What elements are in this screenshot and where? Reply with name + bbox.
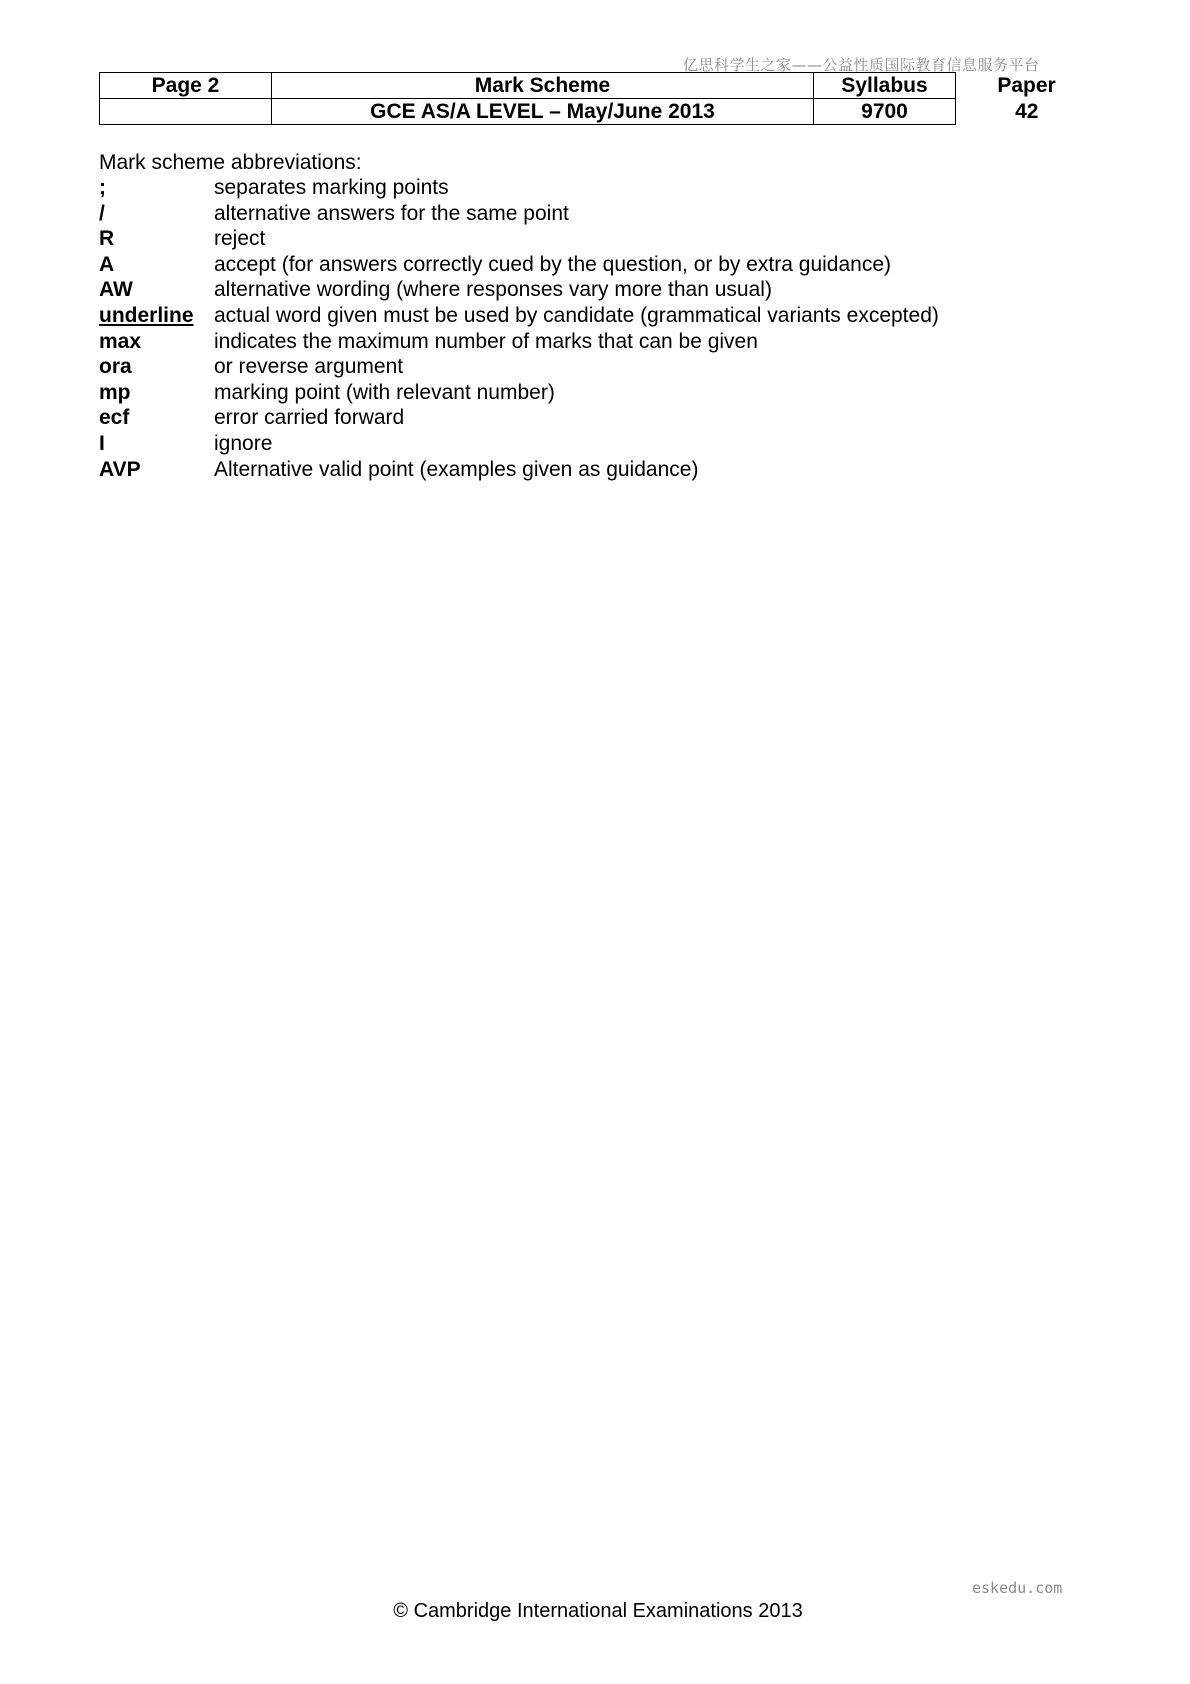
exam-session-cell: GCE AS/A LEVEL – May/June 2013	[272, 99, 814, 125]
copyright-text: © Cambridge International Examinations 2013	[393, 1600, 803, 1622]
abbreviation-meaning: alternative answers for the same point	[214, 201, 569, 225]
abbreviation-row	[99, 175, 939, 201]
abbreviation-term: /	[99, 201, 105, 225]
header-row-2	[100, 99, 1098, 125]
abbreviation-meaning: Alternative valid point (examples given as guidance)	[214, 457, 699, 481]
abbreviations-list	[99, 175, 939, 482]
watermark-bottom: eskedu.com	[972, 1579, 1063, 1597]
abbreviation-meaning: indicates the maximum number of marks that can be given	[214, 329, 758, 353]
abbreviation-meaning: alternative wording (where responses vary more than usual)	[214, 278, 772, 302]
abbreviation-term: ecf	[99, 406, 130, 430]
header-table	[99, 72, 1098, 125]
abbreviation-row	[99, 354, 939, 380]
abbreviation-meaning: accept (for answers correctly cued by the question, or by extra guidance)	[214, 252, 892, 276]
abbreviation-meaning: separates marking points	[214, 176, 449, 199]
paper-number-cell: 42	[1015, 99, 1039, 123]
syllabus-code-cell: 9700	[814, 99, 956, 125]
abbreviation-row	[99, 431, 939, 457]
watermark-top: 亿思科学生之家——公益性质国际教育信息服务平台	[683, 56, 1040, 74]
abbreviation-row	[99, 201, 939, 227]
abbreviation-term: I	[99, 431, 105, 455]
abbreviation-row	[99, 380, 939, 406]
abbreviation-term: max	[99, 329, 142, 353]
abbreviation-term: underline	[99, 303, 194, 327]
abbreviations-title: Mark scheme abbreviations:	[99, 151, 362, 174]
abbreviation-row	[99, 252, 939, 278]
abbreviation-meaning: or reverse argument	[214, 355, 404, 379]
syllabus-label-cell: Syllabus	[814, 73, 956, 99]
abbreviation-row	[99, 277, 939, 303]
abbreviation-meaning: reject	[214, 227, 266, 251]
abbreviation-term: R	[99, 227, 115, 251]
abbreviation-term: A	[99, 252, 115, 276]
abbreviation-row	[99, 226, 939, 252]
abbreviation-meaning: actual word given must be used by candidate (grammatical variants excepted)	[214, 303, 939, 327]
abbreviation-term: AVP	[99, 457, 141, 481]
abbreviation-row	[99, 303, 939, 329]
abbreviation-meaning: ignore	[214, 431, 273, 455]
abbreviation-row	[99, 329, 939, 355]
mark-scheme-cell: Mark Scheme	[272, 73, 814, 99]
header-row-1	[100, 73, 1098, 99]
abbreviation-term: mp	[99, 380, 131, 404]
abbreviation-term: ora	[99, 355, 132, 379]
abbreviation-term: AW	[99, 278, 133, 302]
abbreviation-meaning: error carried forward	[214, 406, 405, 430]
abbreviation-row	[99, 405, 939, 431]
abbreviation-term: ;	[99, 176, 106, 199]
paper-label-cell: Paper	[997, 73, 1056, 97]
page-number-cell: Page 2	[100, 73, 272, 99]
empty-cell	[100, 99, 272, 125]
abbreviation-meaning: marking point (with relevant number)	[214, 380, 555, 404]
footer	[0, 1600, 1190, 1623]
abbreviation-row	[99, 457, 939, 483]
